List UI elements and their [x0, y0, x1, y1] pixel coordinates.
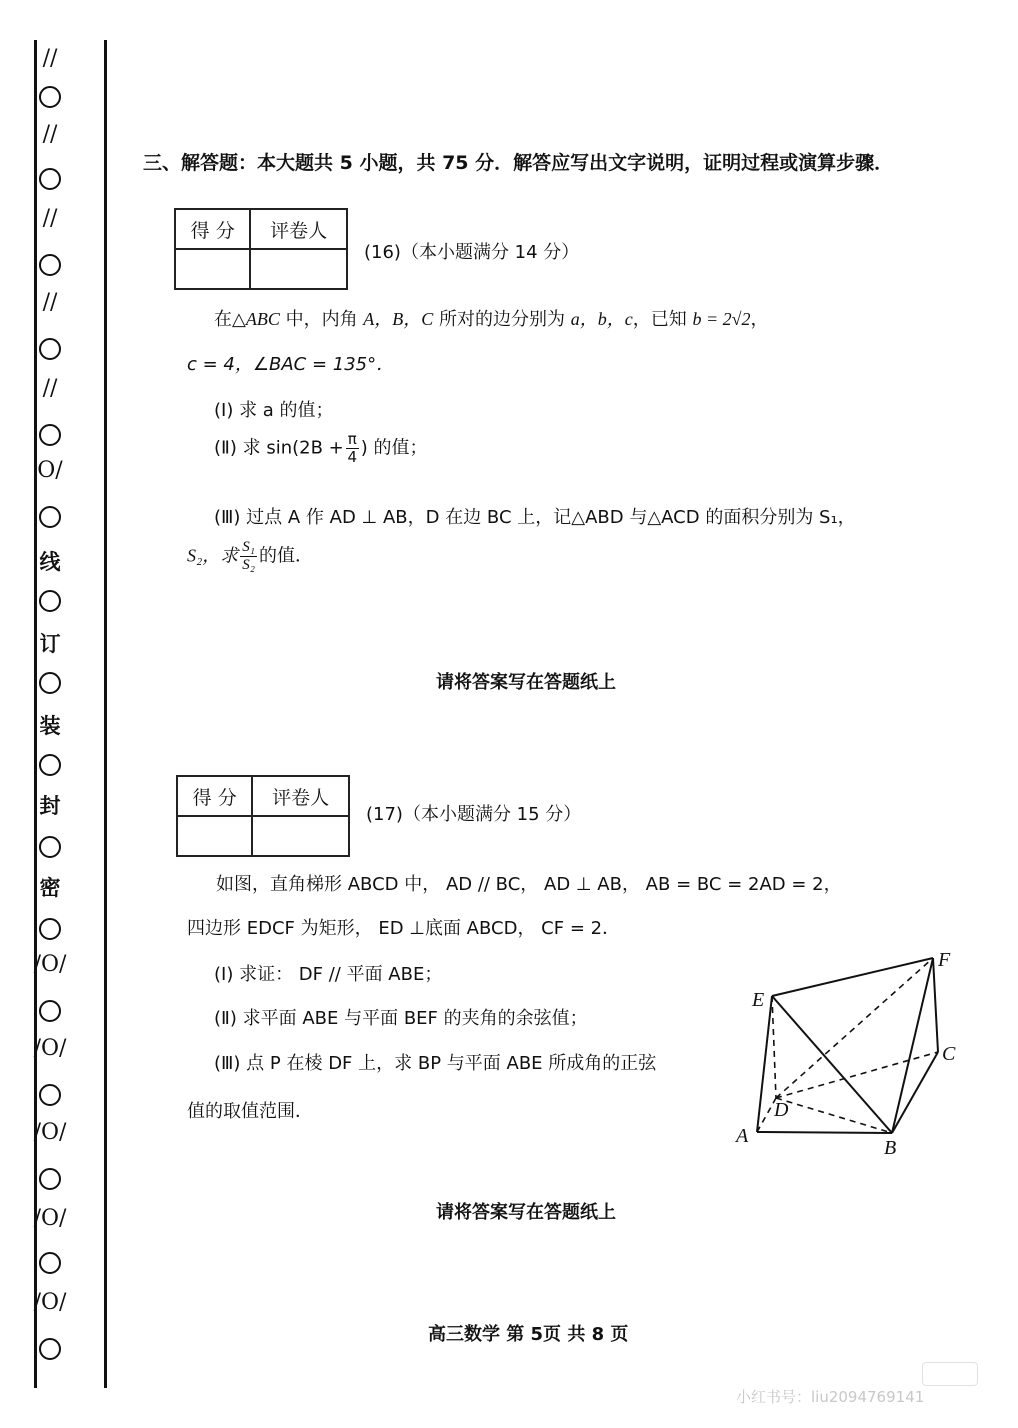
- score-table-q16: [174, 208, 348, 290]
- label-F: F: [938, 949, 951, 971]
- edge-AB: [757, 1132, 892, 1133]
- edge-FC: [933, 958, 938, 1052]
- label-C: C: [942, 1043, 956, 1065]
- q17-header: (17)（本小题满分 15 分）: [366, 804, 582, 825]
- text: (Ⅱ) 求 sin(2B +: [214, 437, 344, 459]
- seal-word-feng: 封: [39, 794, 61, 818]
- binding-slashes: /O/: [33, 952, 67, 977]
- text: 所对的边分别为: [433, 309, 571, 330]
- score-cell[interactable]: [175, 249, 250, 289]
- seal-circle: [39, 424, 61, 446]
- edge-DC: [776, 1052, 938, 1098]
- grader-cell[interactable]: [252, 816, 349, 856]
- binding-slashes: /O/: [33, 1290, 67, 1315]
- seal-circle: [39, 836, 61, 858]
- seal-circle: [39, 1252, 61, 1274]
- text: b = 2√2: [692, 309, 751, 329]
- seal-word-xian: 线: [39, 550, 61, 574]
- q17-line1: 如图，直角梯形 ABCD 中， AD // BC， AD ⊥ AB， AB = BC = 2AD = 2，: [216, 874, 842, 895]
- text: ) 的值；: [360, 437, 428, 459]
- seal-word-zhuang: 装: [39, 714, 61, 738]
- watermark-logo-box: [922, 1362, 978, 1386]
- q17-answer-note: 请将答案写在答题纸上: [436, 1202, 616, 1223]
- q16-header: (16)（本小题满分 14 分）: [364, 242, 580, 263]
- text: ，: [750, 309, 769, 330]
- edge-DB: [776, 1098, 892, 1133]
- grader-label: 评卷人: [250, 209, 347, 249]
- edge-FB: [892, 958, 933, 1133]
- binding-margin: [30, 40, 70, 1388]
- page-footer: 高三数学 第 5页 共 8 页: [428, 1324, 629, 1345]
- text: S₂: [242, 557, 255, 573]
- label-A: A: [736, 1125, 749, 1147]
- q16-answer-note: 请将答案写在答题纸上: [436, 672, 616, 693]
- seal-word-mi: 密: [39, 876, 61, 900]
- text: 4: [347, 448, 358, 466]
- grader-label: 评卷人: [252, 776, 349, 816]
- seal-circle: [39, 1168, 61, 1190]
- text: S₁: [242, 539, 255, 555]
- binding-slashes: O/: [37, 458, 63, 483]
- seal-circle: [39, 590, 61, 612]
- seal-circle: [39, 1000, 61, 1022]
- binding-slashes: /O/: [33, 1120, 67, 1145]
- label-D: D: [774, 1099, 789, 1121]
- text: 在△: [214, 309, 246, 330]
- fraction-s1-over-s2: [240, 540, 257, 573]
- score-table-q17: [176, 775, 350, 857]
- text: a，b，c: [570, 309, 633, 329]
- grader-cell[interactable]: [250, 249, 347, 289]
- edge-EA: [757, 996, 772, 1132]
- seal-circle: [39, 168, 61, 190]
- text: A，B，C: [363, 309, 434, 329]
- q16-part3-line1: (Ⅲ) 过点 A 作 AD ⊥ AB，D 在边 BC 上，记△ABD 与△ACD 的面积分别为 S₁，: [214, 507, 856, 528]
- seal-circle: [39, 1338, 61, 1360]
- q16-part3-line2: [187, 540, 313, 573]
- seal-circle: [39, 918, 61, 940]
- binding-slashes: //: [42, 290, 58, 315]
- fraction-pi-over-4: [346, 432, 359, 465]
- q16-part1: (Ⅰ) 求 a 的值；: [214, 400, 334, 421]
- q16-part2: [214, 432, 428, 465]
- binding-line-right: [104, 40, 107, 1388]
- watermark-text: 小红书号：liu2094769141: [736, 1388, 925, 1406]
- binding-slashes: /O/: [33, 1206, 67, 1231]
- seal-word-ding: 订: [39, 632, 61, 656]
- edge-CB: [892, 1052, 938, 1133]
- score-cell[interactable]: [177, 816, 252, 856]
- text: π: [347, 430, 357, 448]
- edge-EB: [772, 996, 892, 1133]
- edge-EF: [772, 958, 933, 996]
- binding-slashes: //: [42, 122, 58, 147]
- label-B: B: [884, 1137, 897, 1159]
- score-label: 得 分: [177, 776, 252, 816]
- text: ABC: [245, 309, 280, 329]
- q17-part3-line2: 值的取值范围．: [187, 1101, 313, 1122]
- edge-ED: [772, 996, 776, 1098]
- q16-line2: c = 4，∠BAC = 135°．: [187, 354, 395, 375]
- q17-part1: (Ⅰ) 求证： DF // 平面 ABE；: [214, 964, 443, 985]
- seal-circle: [39, 86, 61, 108]
- q17-part3-line1: (Ⅲ) 点 P 在棱 DF 上，求 BP 与平面 ABE 所成角的正弦: [214, 1053, 657, 1074]
- seal-circle: [39, 506, 61, 528]
- binding-slashes: //: [42, 206, 58, 231]
- q16-line1: [214, 305, 769, 331]
- binding-slashes: //: [42, 46, 58, 71]
- text: ，已知: [632, 309, 693, 330]
- seal-circle: [39, 338, 61, 360]
- binding-slashes: //: [42, 376, 58, 401]
- score-label: 得 分: [175, 209, 250, 249]
- q17-part2: (Ⅱ) 求平面 ABE 与平面 BEF 的夹角的余弦值；: [214, 1008, 588, 1029]
- text: 中，内角: [279, 309, 364, 330]
- q17-solid-figure: [730, 940, 980, 1160]
- seal-circle: [39, 672, 61, 694]
- label-E: E: [752, 989, 765, 1011]
- seal-circle: [39, 754, 61, 776]
- seal-circle: [39, 254, 61, 276]
- binding-slashes: /O/: [33, 1036, 67, 1061]
- text: 的值．: [258, 545, 313, 567]
- q17-line2: 四边形 EDCF 为矩形， ED ⊥底面 ABCD， CF = 2．: [187, 918, 621, 939]
- section-title: 三、解答题：本大题共 5 小题，共 75 分．解答应写出文字说明，证明过程或演算步骤．: [143, 152, 894, 174]
- text: S₂，求: [187, 545, 239, 566]
- seal-circle: [39, 1084, 61, 1106]
